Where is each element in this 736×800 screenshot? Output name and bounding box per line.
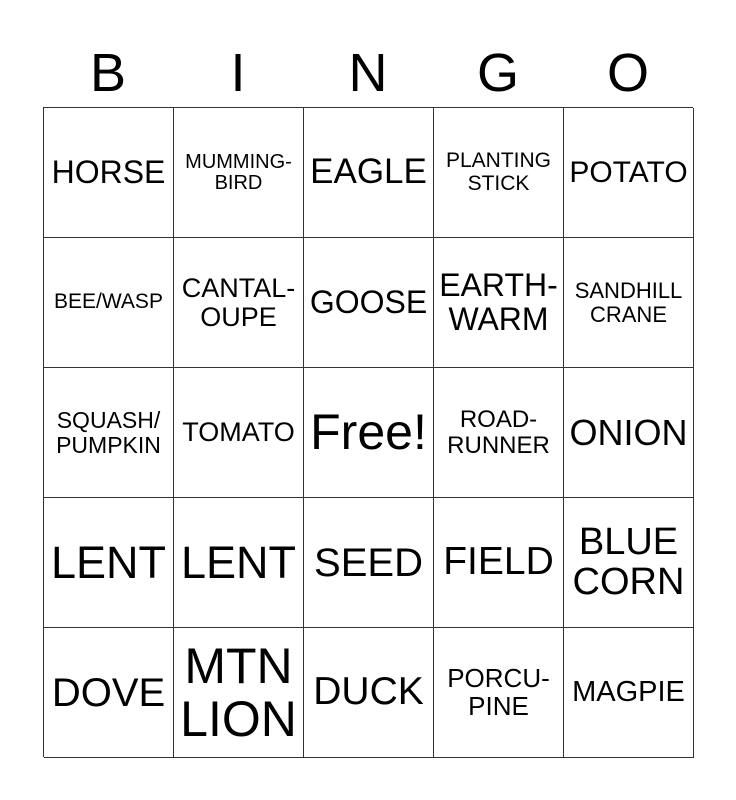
bingo-cell[interactable]: MTN LION <box>174 628 304 758</box>
bingo-cell[interactable]: SANDHILL CRANE <box>564 238 694 368</box>
bingo-cell[interactable]: CANTAL- OUPE <box>174 238 304 368</box>
bingo-cell[interactable]: LENT <box>44 498 174 628</box>
bingo-cell[interactable]: SEED <box>304 498 434 628</box>
bingo-cell[interactable]: ROAD- RUNNER <box>434 368 564 498</box>
header-letter-b: B <box>89 43 127 103</box>
bingo-cell[interactable]: BLUE CORN <box>564 498 694 628</box>
bingo-cell[interactable]: MAGPIE <box>564 628 694 758</box>
bingo-cell[interactable]: TOMATO <box>174 368 304 498</box>
bingo-cell[interactable]: LENT <box>174 498 304 628</box>
bingo-cell[interactable]: PLANTING STICK <box>434 108 564 238</box>
bingo-cell[interactable]: BEE/WASP <box>44 238 174 368</box>
bingo-cell[interactable]: EARTH- WARM <box>434 238 564 368</box>
header-letter-o: O <box>606 43 649 103</box>
bingo-cell[interactable]: HORSE <box>44 108 174 238</box>
header-letter-i: I <box>230 43 246 103</box>
header-letter-g: G <box>476 43 519 103</box>
header-letter-n: N <box>348 43 388 103</box>
bingo-cell[interactable]: POTATO <box>564 108 694 238</box>
bingo-cell[interactable]: ONION <box>564 368 694 498</box>
bingo-cell[interactable]: DUCK <box>304 628 434 758</box>
bingo-cell[interactable]: EAGLE <box>304 108 434 238</box>
bingo-cell[interactable]: MUMMING- BIRD <box>174 108 304 238</box>
bingo-cell[interactable]: FIELD <box>434 498 564 628</box>
bingo-cell[interactable]: DOVE <box>44 628 174 758</box>
bingo-cell[interactable]: GOOSE <box>304 238 434 368</box>
bingo-cell[interactable]: Free! <box>304 368 434 498</box>
bingo-board <box>43 107 693 757</box>
bingo-cell[interactable]: PORCU- PINE <box>434 628 564 758</box>
bingo-cell[interactable]: SQUASH/ PUMPKIN <box>44 368 174 498</box>
bingo-header <box>43 40 693 106</box>
